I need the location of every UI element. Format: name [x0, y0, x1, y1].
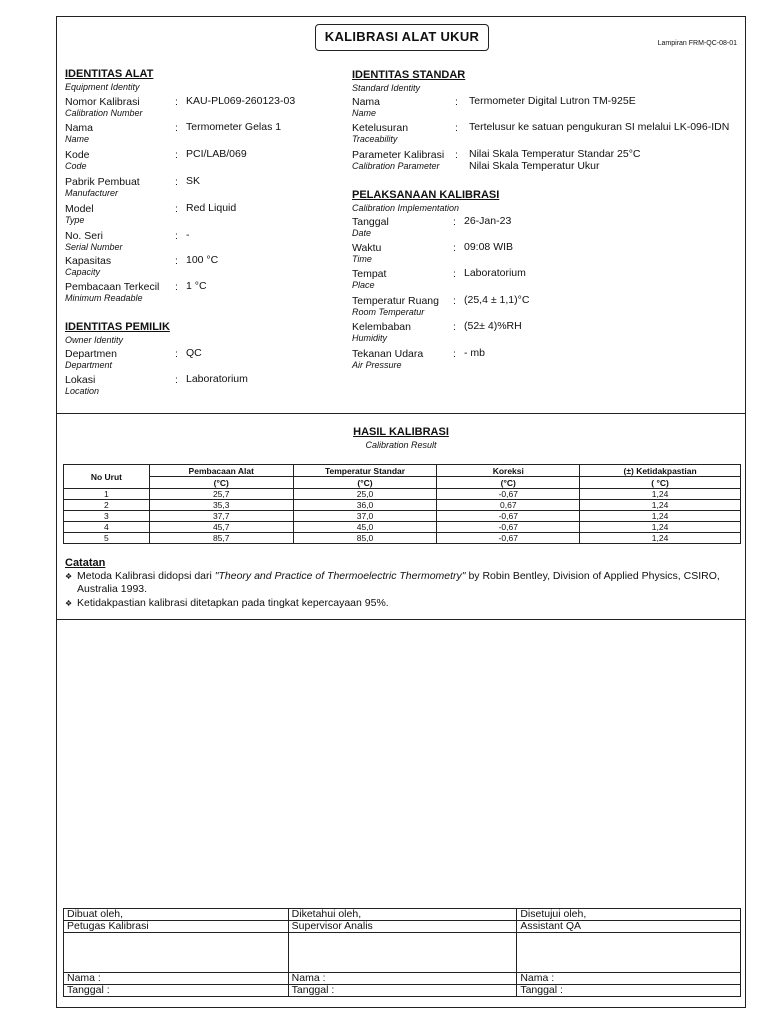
table-cell: -0,67 [437, 522, 580, 533]
sign-name-approver: Nama : [517, 973, 741, 985]
field-value: KAU-PL069-260123-03 [186, 95, 296, 107]
field-colon: : [175, 374, 178, 386]
field-colon: : [175, 203, 178, 215]
field-colon: : [453, 268, 456, 280]
table-row [64, 511, 741, 522]
field-value: 26-Jan-23 [464, 215, 512, 227]
field-colon: : [175, 122, 178, 134]
unit-standard: (°C) [293, 477, 437, 489]
field-label-en: Room Temperatur [352, 307, 425, 317]
table-cell: 37,0 [293, 511, 437, 522]
form-title: KALIBRASI ALAT UKUR [315, 24, 489, 51]
owner-identity-subheading: Owner Identity [65, 335, 124, 345]
table-cell: 5 [64, 533, 150, 544]
sign-date-approver: Tanggal : [517, 985, 741, 997]
field-value: Laboratorium [464, 267, 526, 279]
field-value: Tertelusur ke satuan pengukuran SI melalui LK-096-IDN [469, 121, 730, 133]
col-header-reading: Pembacaan Alat [149, 465, 293, 477]
sign-date-maker: Tanggal : [64, 985, 289, 997]
col-header-standard: Temperatur Standar [293, 465, 437, 477]
table-cell: 4 [64, 522, 150, 533]
field-label: Kapasitas [65, 255, 112, 267]
sign-title-maker: Petugas Kalibrasi [64, 921, 289, 933]
signature-space [288, 933, 517, 973]
field-colon: : [453, 242, 456, 254]
table-cell: 25,0 [293, 489, 437, 500]
table-cell: 1,24 [580, 533, 741, 544]
equipment-identity-subheading: Equipment Identity [65, 82, 140, 92]
table-row [64, 500, 741, 511]
table-cell: 1 [64, 489, 150, 500]
implementation-heading: PELAKSANAAN KALIBRASI [352, 189, 500, 201]
field-label-en: Name [65, 134, 90, 144]
field-label: Nama [352, 96, 381, 108]
field-value: Red Liquid [186, 202, 237, 214]
field-value: (52± 4)%RH [464, 320, 522, 332]
field-label-en: Manufacturer [65, 188, 119, 198]
table-cell: 3 [64, 511, 150, 522]
standard-identity-heading: IDENTITAS STANDAR [352, 69, 466, 81]
table-cell: 85,0 [293, 533, 437, 544]
diamond-bullet-icon: ❖ [65, 599, 73, 608]
table-cell: -0,67 [437, 489, 580, 500]
form-code: Lampiran FRM-QC-08-01 [657, 40, 737, 47]
table-cell: 2 [64, 500, 150, 511]
implementation-subheading: Calibration Implementation [352, 203, 460, 213]
field-colon: : [455, 122, 458, 134]
field-label: No. Seri [65, 230, 103, 242]
field-value: 09:08 WIB [464, 241, 514, 253]
field-label: Kelembaban [352, 321, 411, 333]
signature-table [63, 908, 741, 997]
table-cell: 0,67 [437, 500, 580, 511]
field-colon: : [175, 176, 178, 188]
field-label: Tekanan Udara [352, 348, 424, 360]
field-label: Model [65, 203, 94, 215]
signature-space [64, 933, 289, 973]
field-value: QC [186, 347, 202, 359]
field-value: - mb [464, 347, 485, 359]
field-colon: : [175, 149, 178, 161]
result-heading: HASIL KALIBRASI [353, 426, 449, 438]
field-value: 1 °C [186, 280, 207, 292]
field-label-en: Location [65, 386, 100, 396]
sign-name-maker: Nama : [64, 973, 289, 985]
field-label: Departmen [65, 348, 117, 360]
field-label: Lokasi [65, 374, 96, 386]
field-label-en: Name [352, 108, 377, 118]
field-label: Kode [65, 149, 90, 161]
col-header-uncertainty: (±) Ketidakpastian [580, 465, 741, 477]
notes-heading: Catatan [65, 557, 106, 569]
field-colon: : [455, 149, 458, 161]
table-row [64, 522, 741, 533]
table-cell: -0,67 [437, 511, 580, 522]
field-colon: : [175, 255, 178, 267]
field-label: Temperatur Ruang [352, 295, 439, 307]
note-uncertainty-text: Ketidakpastian kalibrasi ditetapkan pada tingkat kepercayaan 95%. [77, 597, 389, 609]
field-colon: : [175, 96, 178, 108]
field-value: Termometer Gelas 1 [186, 121, 282, 133]
field-colon: : [453, 321, 456, 333]
field-label-en: Time [352, 254, 372, 264]
field-colon: : [453, 295, 456, 307]
table-cell: 1,24 [580, 489, 741, 500]
note-method-text: Metoda Kalibrasi didopsi dari "Theory and Practice of Thermoelectric Thermometry" by Robin Bentley, Division of Applied Physics, CSIRO, Australia 1993. [77, 570, 720, 595]
owner-identity-heading: IDENTITAS PEMILIK [65, 321, 170, 333]
field-colon: : [453, 216, 456, 228]
sign-title-knower: Supervisor Analis [288, 921, 517, 933]
sign-title-approver: Assistant QA [517, 921, 741, 933]
field-label-en: Air Pressure [352, 360, 402, 370]
section-divider [57, 619, 745, 620]
table-cell: 35,3 [149, 500, 293, 511]
sign-name-knower: Nama : [288, 973, 517, 985]
table-cell: 1,24 [580, 511, 741, 522]
col-header-no: No Urut [64, 465, 150, 489]
field-label-en: Type [65, 215, 85, 225]
table-row [64, 489, 741, 500]
result-table [63, 464, 741, 544]
table-row [64, 533, 741, 544]
unit-reading: (°C) [149, 477, 293, 489]
field-value: Laboratorium [186, 373, 248, 385]
standard-identity-subheading: Standard Identity [352, 83, 421, 93]
table-cell: 36,0 [293, 500, 437, 511]
section-divider [57, 413, 745, 414]
field-label: Pembacaan Terkecil [65, 281, 160, 293]
field-value: 100 °C [186, 254, 219, 266]
field-label-en: Code [65, 161, 87, 171]
field-colon: : [175, 348, 178, 360]
table-cell: 1,24 [580, 522, 741, 533]
unit-correction: (°C) [437, 477, 580, 489]
field-colon: : [453, 348, 456, 360]
field-label: Tanggal [352, 216, 389, 228]
table-cell: 37,7 [149, 511, 293, 522]
diamond-bullet-icon: ❖ [65, 572, 73, 581]
field-value: Nilai Skala Temperatur Standar 25°C [469, 148, 641, 160]
field-label-en: Serial Number [65, 242, 123, 252]
field-label-en: Calibration Number [65, 108, 143, 118]
col-header-correction: Koreksi [437, 465, 580, 477]
field-label-en: Humidity [352, 333, 388, 343]
table-cell: 1,24 [580, 500, 741, 511]
field-label: Waktu [352, 242, 382, 254]
field-value: Termometer Digital Lutron TM-925E [469, 95, 636, 107]
field-label: Parameter Kalibrasi [352, 149, 445, 161]
field-label-en: Place [352, 280, 375, 290]
table-cell: 25,7 [149, 489, 293, 500]
field-value: PCI/LAB/069 [186, 148, 247, 160]
field-colon: : [455, 96, 458, 108]
field-label: Nomor Kalibrasi [65, 96, 140, 108]
table-cell: -0,67 [437, 533, 580, 544]
signature-space [517, 933, 741, 973]
note-method [65, 570, 745, 596]
field-label-en: Traceability [352, 134, 398, 144]
field-label-en: Capacity [65, 267, 101, 277]
field-label: Pabrik Pembuat [65, 176, 140, 188]
field-colon: : [175, 230, 178, 242]
result-subheading: Calibration Result [365, 440, 437, 450]
field-value-secondary: Nilai Skala Temperatur Ukur [469, 160, 600, 172]
field-value: (25,4 ± 1,1)°C [464, 294, 530, 306]
field-label-en: Calibration Parameter [352, 161, 440, 171]
field-value: - [186, 229, 190, 241]
field-label-en: Date [352, 228, 372, 238]
field-label: Ketelusuran [352, 122, 409, 134]
table-cell: 45,0 [293, 522, 437, 533]
unit-uncertainty: ( °C) [580, 477, 741, 489]
table-cell: 45,7 [149, 522, 293, 533]
field-colon: : [175, 281, 178, 293]
calibration-form [56, 16, 746, 1008]
field-label: Nama [65, 122, 94, 134]
field-label-en: Minimum Readable [65, 293, 143, 303]
sign-role-knower: Diketahui oleh, [288, 909, 517, 921]
equipment-identity-heading: IDENTITAS ALAT [65, 68, 154, 80]
field-label: Tempat [352, 268, 387, 280]
sign-role-approver: Disetujui oleh, [517, 909, 741, 921]
field-label-en: Department [65, 360, 113, 370]
note-uncertainty [65, 597, 745, 610]
sign-role-maker: Dibuat oleh, [64, 909, 289, 921]
field-value: SK [186, 175, 201, 187]
table-cell: 85,7 [149, 533, 293, 544]
sign-date-knower: Tanggal : [288, 985, 517, 997]
